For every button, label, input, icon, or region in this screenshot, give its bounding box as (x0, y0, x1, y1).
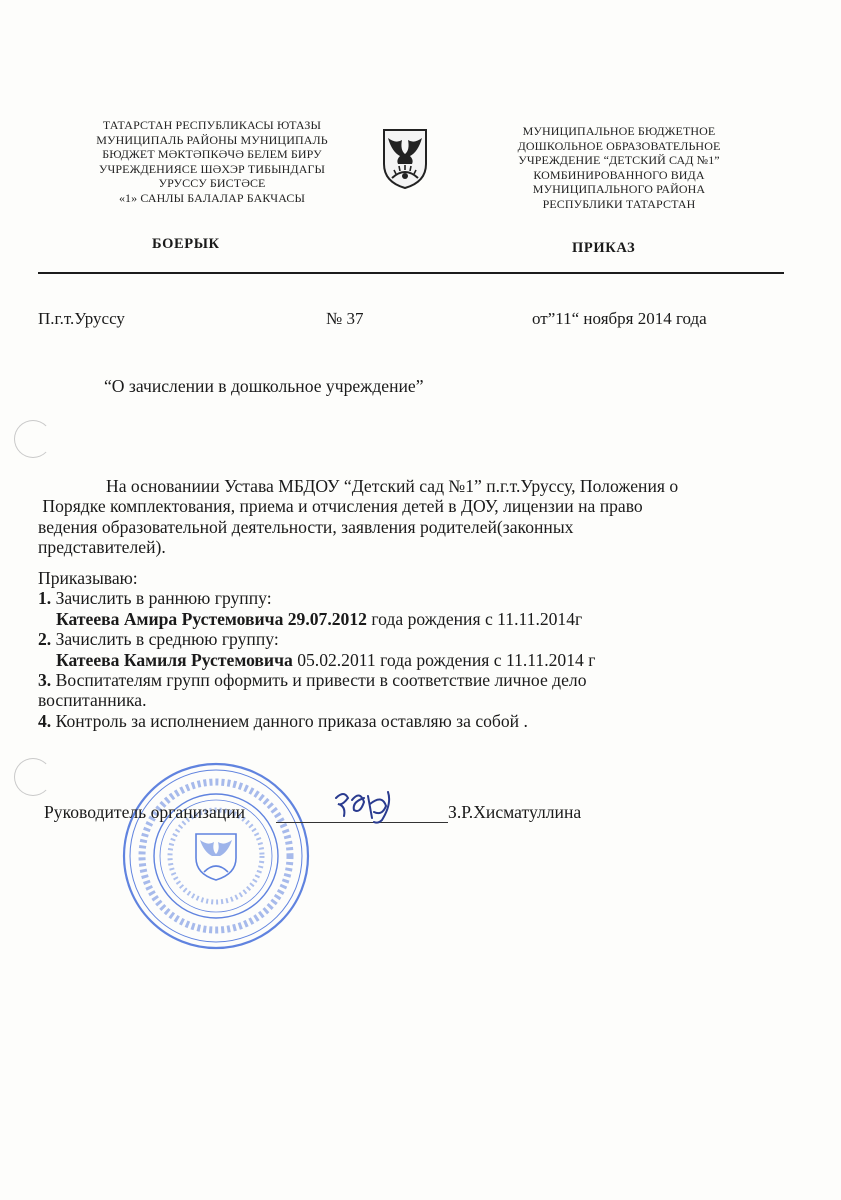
order-body (38, 568, 798, 731)
header-right-line: МУНИЦИПАЛЬНОГО РАЙОНА (532, 182, 706, 197)
header-right-line: МУНИЦИПАЛЬНОЕ БЮДЖЕТНОЕ (522, 124, 716, 138)
item-number: 4. (38, 710, 52, 731)
basis-line: представителей). (38, 537, 166, 558)
item-text: Зачислить в среднюю группу: (51, 629, 279, 650)
header-left-line: МУНИЦИПАЛЬ РАЙОНЫ МУНИЦИПАЛЬ (96, 132, 328, 147)
document-place: П.г.т.Уруссу (38, 309, 125, 328)
item-number: 3. (38, 670, 52, 691)
item-text: Контроль за исполнением данного приказа оставляю за собой . (51, 710, 528, 731)
header-right-title: ПРИКАЗ (572, 240, 636, 256)
document-subject: “О зачислении в дошкольное учреждение” (104, 376, 424, 396)
header-left-title: БОЕРЫК (152, 236, 220, 252)
header-right-line: ДОШКОЛЬНОЕ ОБРАЗОВАТЕЛЬНОЕ (517, 138, 721, 153)
coat-of-arms-emblem (382, 128, 428, 190)
child-name: Катеева Камиля Рустемовича (56, 649, 293, 670)
header-left-line: УЧРЕЖДЕНИЯСЕ ШӘХЭР ТИБЫНДАГЫ (98, 161, 326, 176)
header-right-line: УЧРЕЖДЕНИЕ “ДЕТСКИЙ САД №1” (518, 153, 720, 168)
header-right-org (488, 124, 750, 212)
order-item-2 (38, 629, 798, 649)
item-text: Зачислить в раннюю группу: (51, 588, 272, 609)
child-details: 05.02.2011 года рождения с 11.11.2014 г (292, 649, 596, 670)
order-item-4 (38, 711, 798, 731)
punch-hole-bottom (14, 758, 52, 796)
header-left-line: УРУССУ БИСТӘСЕ (158, 176, 266, 191)
header-right-line: КОМБИНИРОВАННОГО ВИДА (533, 167, 705, 182)
child-details: года рождения с 11.11.2014г (366, 608, 583, 629)
child-name: Катеева Амира Рустемовича 29.07.2012 (56, 608, 367, 629)
document-number: № 37 (326, 309, 364, 328)
signature-name: З.Р.Хисматуллина (448, 802, 582, 822)
order-item-1 (38, 588, 798, 608)
official-stamp (120, 760, 312, 952)
basis-paragraph (38, 476, 798, 558)
header-right-line: РЕСПУБЛИКИ ТАТАРСТАН (542, 196, 696, 211)
order-word: Приказываю: (38, 568, 138, 588)
punch-hole-top (14, 420, 52, 458)
header-left-line: ТАТАРСТАН РЕСПУБЛИКАСЫ ЮТАЗЫ (102, 118, 322, 132)
order-item-3-cont: воспитанника. (38, 690, 147, 711)
handwritten-signature (330, 784, 400, 826)
basis-line: На основаниии Устава МБДОУ “Детский сад №1” п.г.т.Уруссу, Положения о (106, 476, 679, 496)
item-text: Воспитателям групп оформить и привести в соответствие личное дело (51, 670, 587, 691)
child-entry-1 (38, 609, 798, 629)
header-left-line: БЮДЖЕТ МӘКТӘПКӘЧӘ БЕЛЕМ БИРУ (102, 147, 322, 162)
item-number: 2. (38, 629, 52, 650)
signature-role: Руководитель организации (44, 802, 246, 822)
basis-line: Порядке комплектования, приема и отчисления детей в ДОУ, лицензии на право (38, 496, 643, 517)
item-number: 1. (38, 588, 52, 609)
child-entry-2 (38, 650, 798, 670)
order-item-3 (38, 670, 798, 690)
header-left-org (62, 118, 362, 206)
basis-line: ведения образовательной деятельности, заявления родителей(законных (38, 516, 574, 537)
header-divider (38, 272, 784, 274)
document-date: от”11“ ноября 2014 года (532, 309, 707, 328)
header-left-line: «1» САНЛЫ БАЛАЛАР БАКЧАСЫ (118, 190, 306, 205)
